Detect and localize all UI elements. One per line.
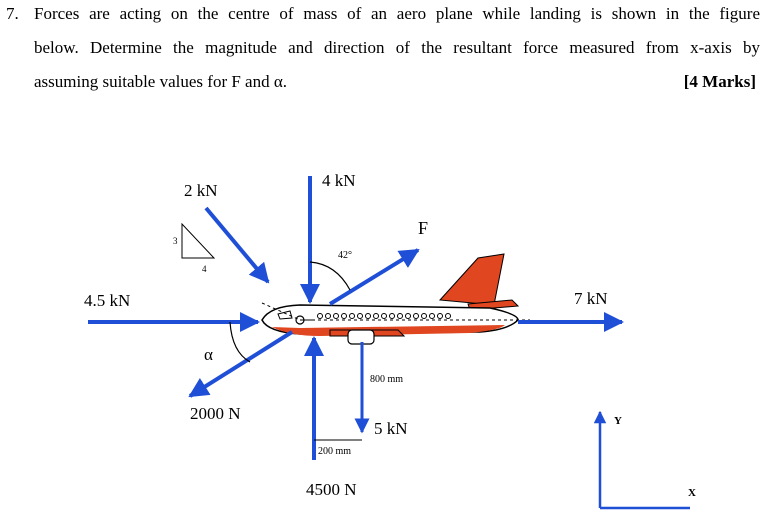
label-slope-run: 4 [202, 264, 207, 274]
label-2000N: 2000 N [190, 404, 241, 423]
force-2000N-arrow [190, 332, 292, 396]
label-5kN: 5 kN [374, 419, 408, 438]
tail-fin [440, 254, 504, 305]
label-4kN: 4 kN [322, 171, 356, 190]
label-alpha: α [204, 345, 213, 364]
label-slope-rise: 3 [173, 236, 178, 246]
label-42: 42° [338, 250, 352, 261]
label-axis-x: X [688, 487, 696, 499]
label-200mm: 200 mm [318, 446, 352, 457]
angle-42-arc [310, 262, 350, 290]
question-line-2: below. Determine the magnitude and direction of the resultant force measured from x-axis by [34, 38, 760, 57]
label-axis-y: Y [614, 415, 622, 427]
marks-label: [4 Marks] [683, 72, 756, 91]
label-800mm: 800 mm [370, 374, 404, 385]
alpha-arc [230, 322, 250, 362]
question-line-3: assuming suitable values for F and α. [34, 72, 288, 91]
force-2kN-arrow [206, 208, 268, 282]
label-4500N: 4500 N [306, 480, 357, 499]
label-F: F [418, 218, 429, 238]
slope-triangle [182, 224, 214, 258]
label-7kN: 7 kN [574, 289, 608, 308]
label-4.5kN: 4.5 kN [84, 291, 131, 310]
engine [348, 330, 374, 344]
question-line-1: Forces are acting on the centre of mass of an aero plane while landing is shown in the figure [34, 4, 760, 23]
label-2kN: 2 kN [184, 181, 218, 200]
question-number: 7. [6, 4, 19, 23]
